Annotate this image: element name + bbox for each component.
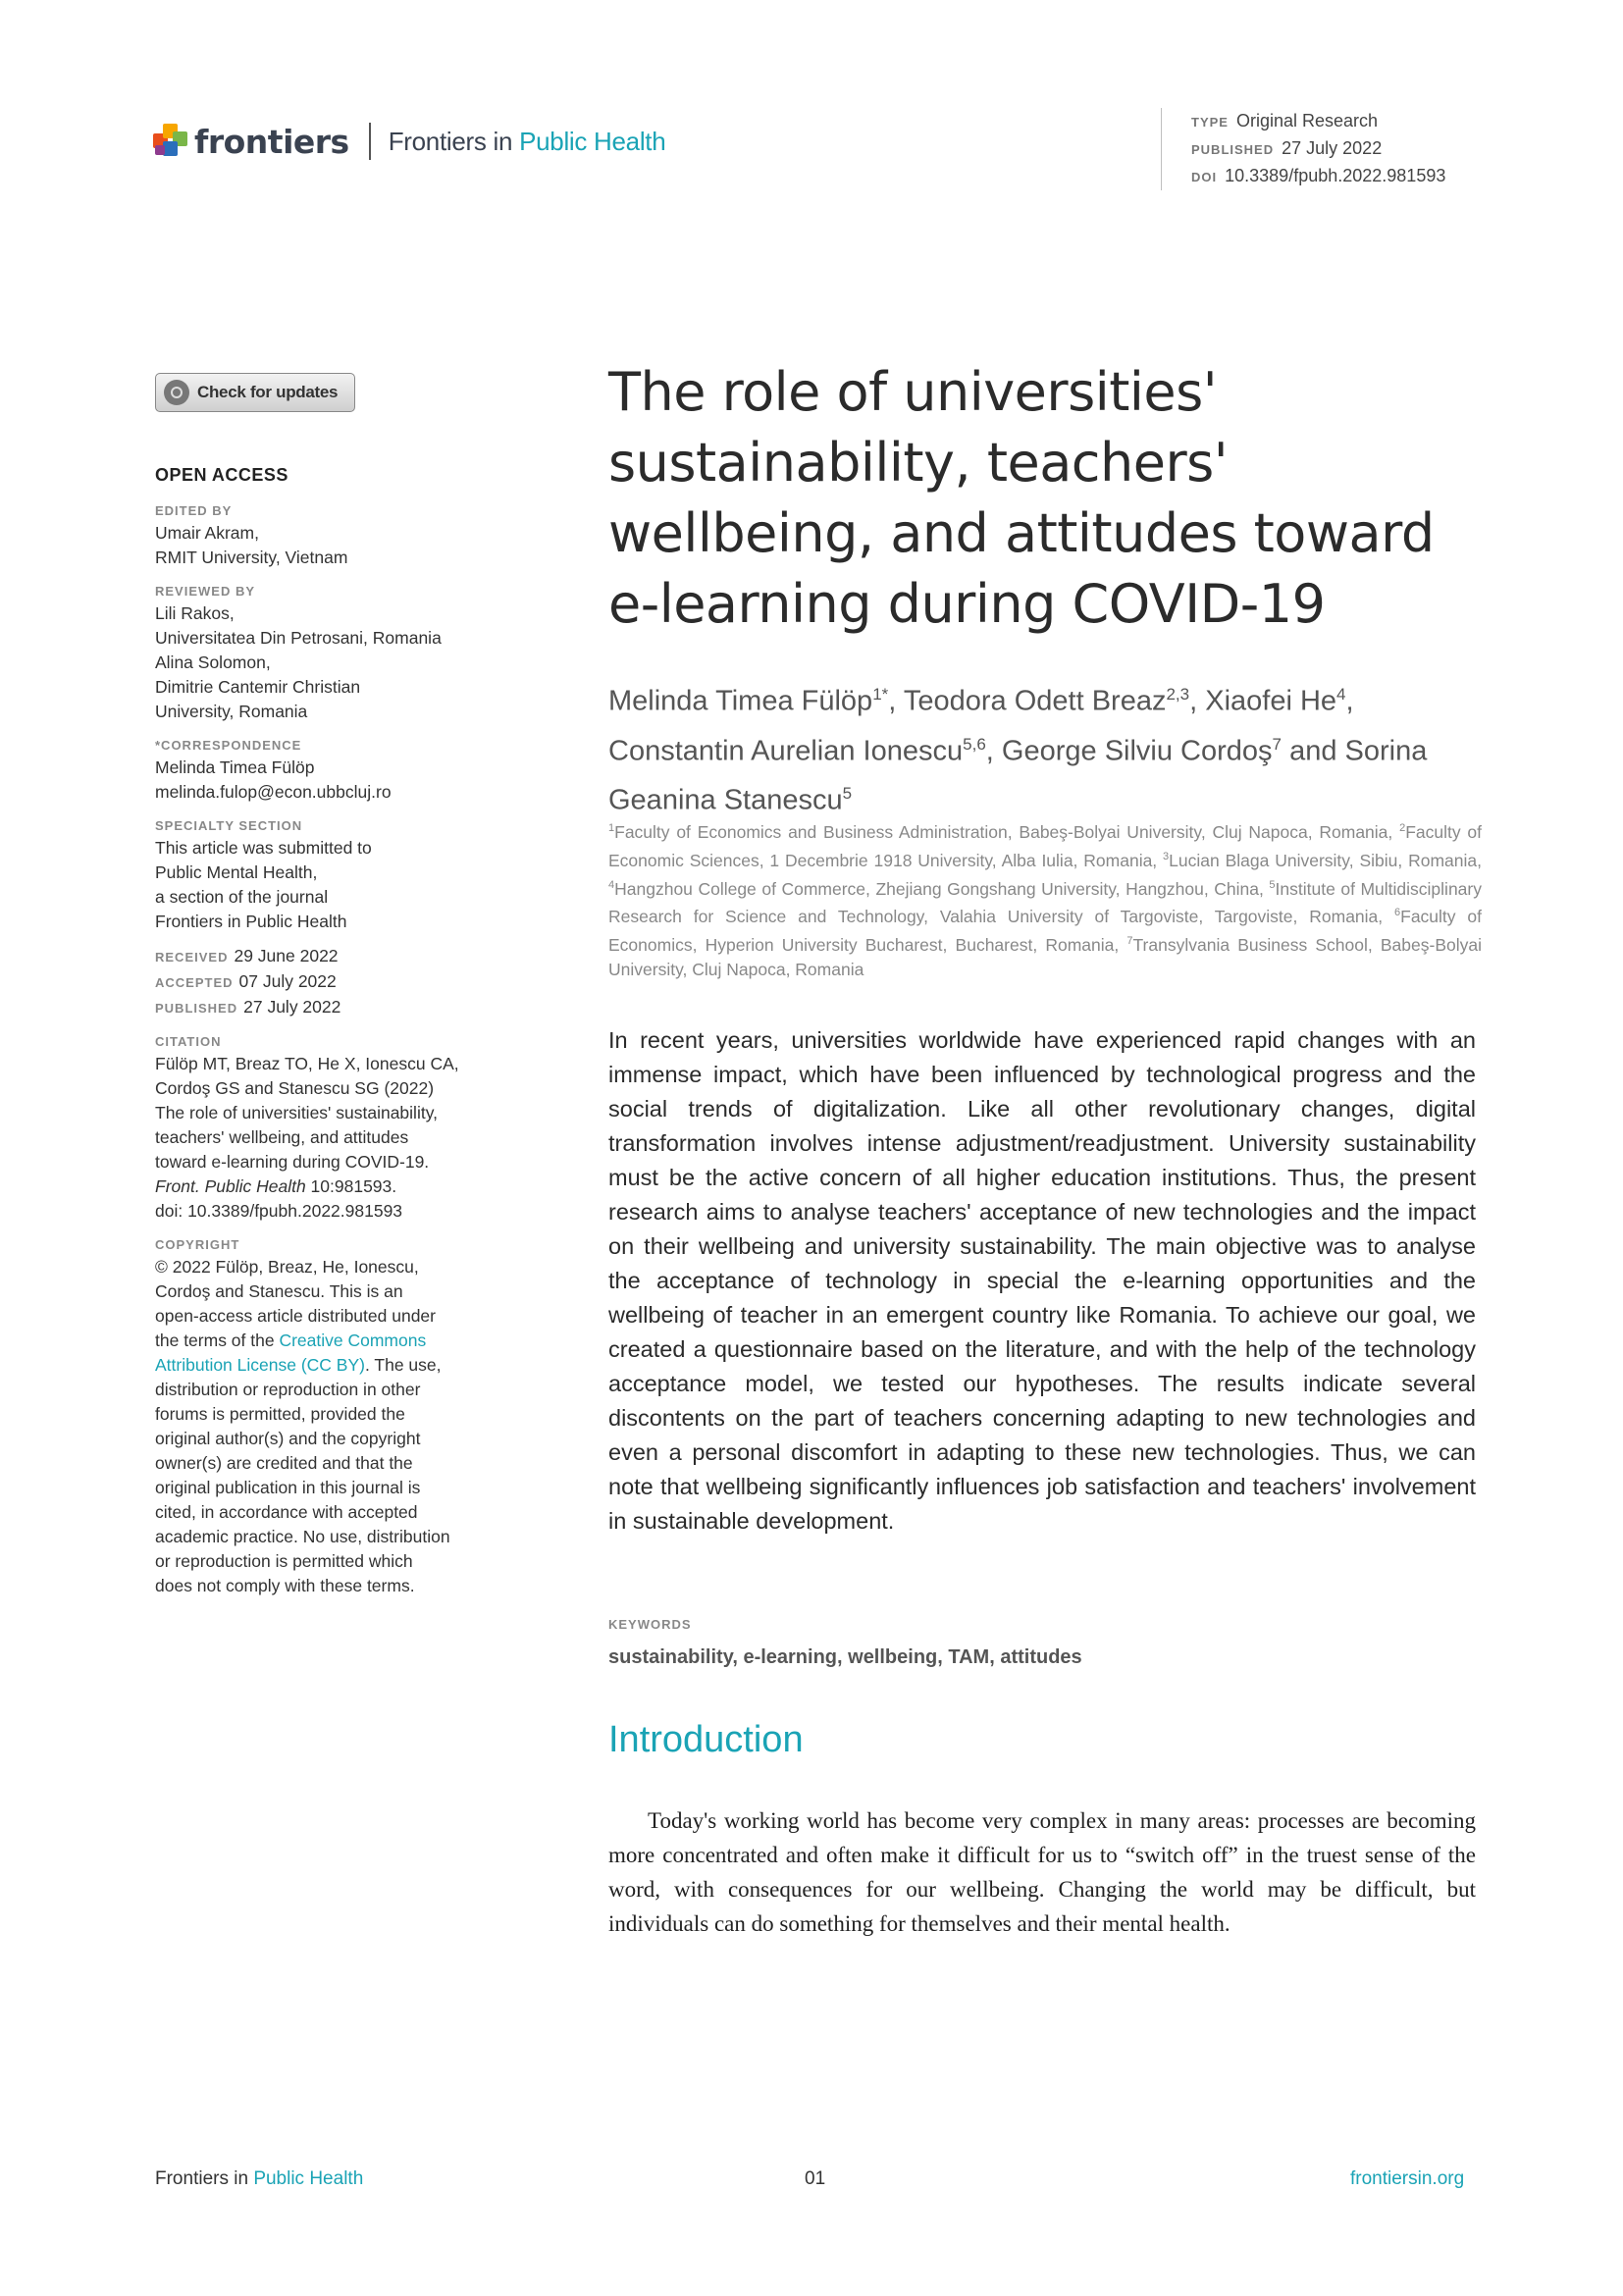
check-updates-icon (164, 380, 189, 405)
article-title: The role of universities' sustainability, teachers' wellbeing, and attitudes toward e-learning during COVID-19 (608, 361, 1435, 635)
affiliation-text: Hangzhou College of Commerce, Zhejiang Gongshang University, Hangzhou, China, (614, 878, 1270, 899)
author-name[interactable]: George Silviu Cordoş (1001, 735, 1273, 767)
copyright-label: COPYRIGHT (155, 1237, 240, 1252)
citation (155, 1052, 498, 1224)
author-separator: and (1282, 735, 1345, 767)
citation-label: CITATION (155, 1034, 222, 1049)
footer-journal-prefix: Frontiers in (155, 2168, 249, 2189)
copyright-text-1: © 2022 Fülöp, Breaz, He, Ionescu, Cordoş and Stanescu. This is an open-access article distributed under the terms of the (155, 1257, 436, 1350)
affiliation-marker: 6 (1394, 907, 1401, 919)
footer-journal (155, 2168, 363, 2190)
author-affiliation-marker: 2,3 (1166, 685, 1190, 704)
accepted-value: 07 July 2022 (238, 971, 337, 991)
published-label: PUBLISHED (1191, 142, 1275, 157)
affiliation-text: Lucian Blaga University, Sibiu, Romania, (1169, 850, 1482, 870)
article-meta (1161, 108, 1445, 190)
journal-accent: Public Health (519, 126, 666, 156)
author-name[interactable]: Sorina Geanina Stanescu (608, 735, 1428, 816)
specialty-label: SPECIALTY SECTION (155, 818, 303, 833)
affiliation-text: Faculty of Economics and Business Administration, Babeş-Bolyai University, Cluj Napoca, Romania, (614, 821, 1400, 842)
author-list (608, 673, 1492, 822)
received-date (155, 944, 498, 969)
author-name[interactable]: Melinda Timea Fülöp (608, 685, 873, 717)
logo-wordmark: frontiers (194, 122, 349, 161)
affiliation-marker: 7 (1126, 935, 1133, 948)
reviewed-by: Lili Rakos, Universitatea Din Petrosani, Romania Alina Solomon, Dimitrie Cantemir Christian University, Romania (155, 603, 442, 721)
open-access-label: OPEN ACCESS (155, 465, 288, 485)
author-affiliation-marker: 1* (872, 685, 889, 704)
accepted-date (155, 969, 498, 995)
author-affiliation-marker: 5 (842, 784, 853, 804)
journal-logo[interactable] (153, 120, 665, 163)
copyright-text-2: . The use, distribution or reproduction in other forums is permitted, provided the original author(s) and the copyright owner(s) are credited and that the original publication in this journal is cited, in accordance with accepted academic practice. No use, distribution or reproduction is permitted which does not comply with these terms. (155, 1355, 450, 1595)
type-value: Original Research (1235, 111, 1379, 130)
citation-doi: 10:981593. doi: 10.3389/fpubh.2022.981593 (155, 1176, 403, 1221)
check-updates-label: Check for updates (197, 383, 339, 401)
affiliation-marker: 4 (608, 878, 615, 891)
type-label: TYPE (1191, 115, 1229, 130)
side-published-value: 27 July 2022 (243, 997, 341, 1017)
frontiers-logo-icon (153, 124, 188, 159)
published-value: 27 July 2022 (1282, 138, 1383, 158)
affiliation-marker: 2 (1399, 822, 1406, 834)
section-heading-introduction: Introduction (608, 1719, 804, 1760)
copyright (155, 1255, 498, 1598)
published-date (155, 995, 498, 1020)
footer-site-link[interactable]: frontiersin.org (1350, 2168, 1465, 2189)
author-affiliation-marker: 5,6 (963, 734, 986, 754)
affiliation-text: Faculty of Economics, Hyperion University Bucharest, Bucharest, Romania, (608, 907, 1482, 956)
author-separator: , (1345, 685, 1354, 717)
received-value: 29 June 2022 (234, 946, 339, 965)
edited-by-label: EDITED BY (155, 503, 233, 518)
abstract: In recent years, universities worldwide have experienced rapid changes with an immense impact, which have been influenced by technological progress and the social trends of digitalization. Like all other revolutionary changes, digital transformation involves intense adjustment/readjustment. University sustainability must be the active concern of all higher education institutions. Thus, the present research aims to analyse teachers' acceptance of new technologies and the impact on their wellbeing and university sustainability. The main objective was to analyse the acceptance of technology in special the e-learning opportunities and the wellbeing of teacher in an emergent country like Romania. To achieve our goal, we created a questionnaire based on the literature, and with the help of the technology acceptance model, we tested our hypotheses. The results indicate several discontents on the part of teachers concerning adapting to new technologies and even a personal discomfort in adapting to these new technologies. Thus, we can note that wellbeing significantly influences job satisfaction and teachers' involvement in sustainable development. (608, 1027, 1476, 1534)
accepted-label: ACCEPTED (155, 975, 234, 990)
author-affiliation-marker: 7 (1272, 734, 1283, 754)
footer-journal-accent: Public Health (253, 2168, 364, 2189)
cc-license-link[interactable]: Creative Commons Attribution License (CC BY) (155, 1331, 427, 1375)
author-separator: , (888, 685, 904, 717)
sidebar (155, 463, 498, 1598)
received-label: RECEIVED (155, 950, 229, 965)
affiliation-marker: 1 (608, 822, 615, 834)
citation-journal: Front. Public Health (155, 1176, 306, 1196)
doi-value[interactable]: 10.3389/fpubh.2022.981593 (1225, 166, 1446, 185)
author-affiliation-marker: 4 (1336, 685, 1346, 704)
correspondence[interactable]: Melinda Timea Fülöp melinda.fulop@econ.ubbcluj.ro (155, 757, 392, 802)
affiliation-text: Institute of Multidisciplinary Research for Science and Technology, Valahia University of Targoviste, Targoviste, Romania, (608, 878, 1482, 927)
author-name[interactable]: Constantin Aurelian Ionescu (608, 735, 964, 767)
affiliation-text: Faculty of Economic Sciences, 1 Decembrie 1918 University, Alba Iulia, Romania, (608, 821, 1482, 870)
page-number: 01 (805, 2168, 826, 2189)
keywords-label: KEYWORDS (608, 1617, 692, 1632)
logo-divider (369, 123, 371, 160)
author-separator: , (985, 735, 1002, 767)
reviewed-by-label: REVIEWED BY (155, 584, 256, 599)
affiliation-text: Transylvania Business School, Babeş-Bolyai University, Cluj Napoca, Romania (608, 935, 1482, 980)
intro-paragraph: Today's working world has become very complex in many areas: processes are becoming more concentrated and often make it difficult for us to “switch off” in the truest sense of the word, with consequences for our wellbeing. Changing the world may be difficult, but individuals can do something for themselves and their mental health. (608, 1808, 1476, 1936)
specialty-section: This article was submitted to Public Mental Health, a section of the journal Frontiers in Public Health (155, 838, 372, 931)
side-published-label: PUBLISHED (155, 1001, 238, 1016)
author-name[interactable]: Xiaofei He (1205, 685, 1337, 717)
author-separator: , (1189, 685, 1206, 717)
keywords: sustainability, e-learning, wellbeing, TAM, attitudes (608, 1646, 1082, 1668)
check-for-updates-button[interactable] (155, 373, 355, 412)
citation-text: Fülöp MT, Breaz TO, He X, Ionescu CA, Cordoş GS and Stanescu SG (2022) The role of universities' sustainability, teachers' wellbeing, and attitudes toward e-learning during COVID-19. (155, 1054, 459, 1172)
journal-prefix: Frontiers in (388, 126, 513, 156)
author-name[interactable]: Teodora Odett Breaz (903, 685, 1167, 717)
affiliation-marker: 5 (1269, 878, 1276, 891)
edited-by: Umair Akram, RMIT University, Vietnam (155, 523, 348, 567)
doi-label: DOI (1191, 170, 1218, 184)
journal-name (389, 127, 666, 157)
affiliation-marker: 3 (1163, 850, 1170, 862)
correspondence-label: *CORRESPONDENCE (155, 738, 302, 753)
affiliations (608, 816, 1482, 982)
